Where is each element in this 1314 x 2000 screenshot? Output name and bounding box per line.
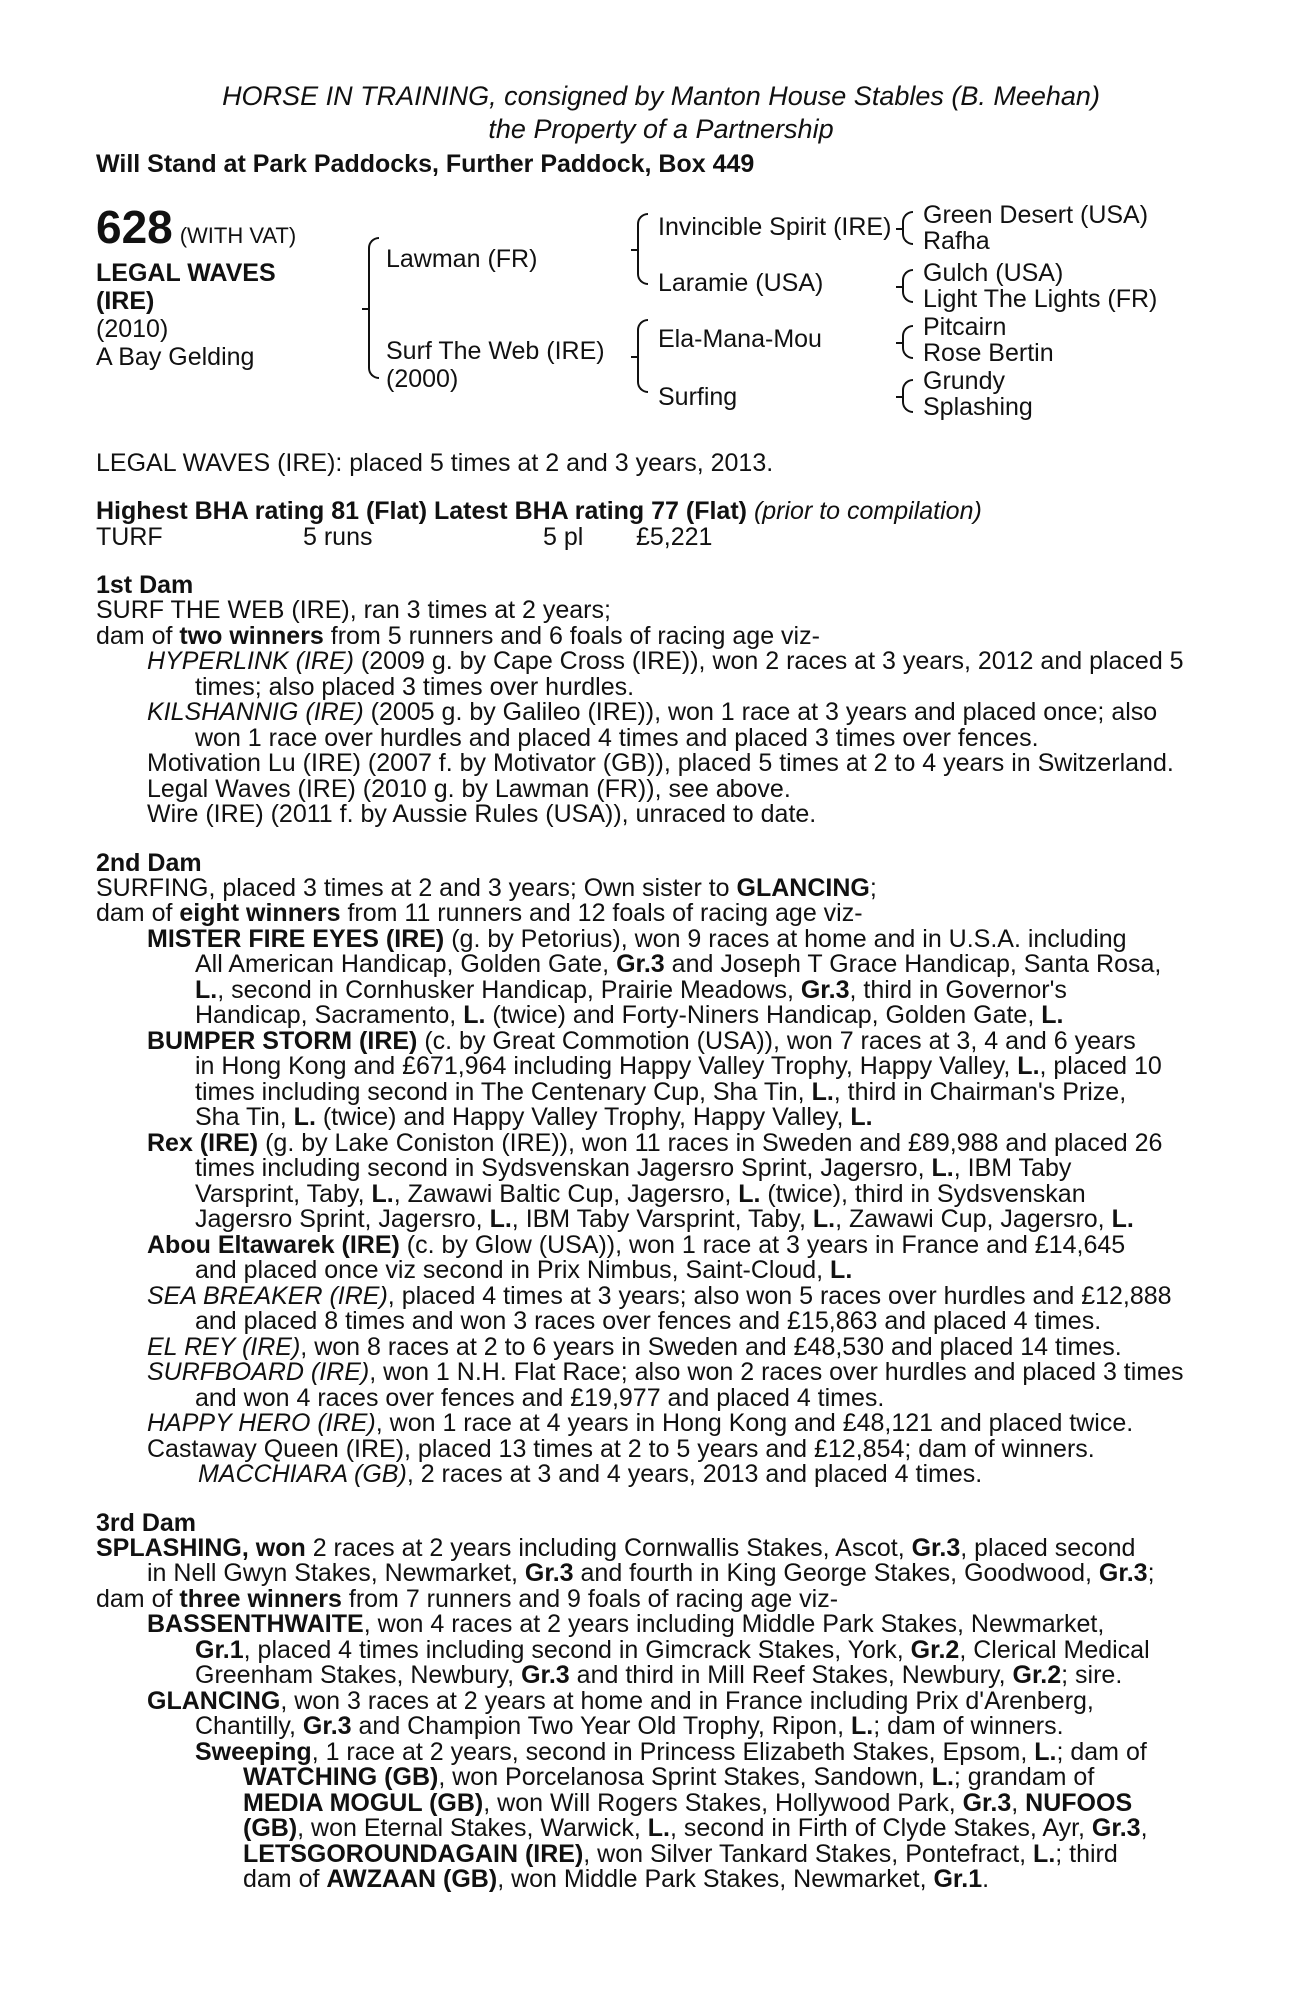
produce-entry: Castaway Queen (IRE), placed 13 times at 2 to 5 years and £12,854; dam of winners. xyxy=(147,1434,1095,1463)
produce-entry: GLANCING, won 3 races at 2 years at home and in France including Prix d'Arenberg, Chantilly, Gr.3 and Champion Two Year Old Trophy, Ripon, L.; dam of winners. xyxy=(147,1686,1094,1740)
produce-entry: HYPERLINK (IRE) (2009 g. by Cape Cross (IRE)), won 2 races at 3 years, 2012 and placed 5 times; also placed 3 times over hurdles. xyxy=(147,647,1184,701)
third-dam-line: SPLASHING, won 2 races at 2 years including Cornwallis Stakes, Ascot, Gr.3, placed second in Nell Gwyn Stakes, Newmarket, Gr.3 and fourth in King George Stakes, Goodwood, Gr.3; xyxy=(96,1533,1155,1587)
third-dam-produce: dam of three winners from 7 runners and 9 foals of racing age viz- xyxy=(96,1584,839,1613)
grandparent-7: Grundy xyxy=(923,367,1005,395)
rating-note: (prior to compilation) xyxy=(753,496,982,525)
consignor-line: HORSE IN TRAINING, consigned by Manton House Stables (B. Meehan) xyxy=(222,81,1100,111)
grandparent-5: Pitcairn xyxy=(923,313,1007,341)
sire-sire: Invincible Spirit (IRE) xyxy=(658,213,892,241)
brace-g3 xyxy=(902,325,913,359)
third-dam-heading: 3rd Dam xyxy=(96,1508,197,1537)
pedigree-block xyxy=(96,203,1226,443)
produce-entry: EL REY (IRE), won 8 races at 2 to 6 years in Sweden and £48,530 and placed 14 times. xyxy=(147,1332,1122,1361)
sire-dam: Laramie (USA) xyxy=(658,269,824,297)
brace-sire-dam xyxy=(368,237,379,379)
second-dam-line: SURFING, placed 3 times at 2 and 3 years; Own sister to GLANCING; xyxy=(96,873,877,902)
grandparent-2: Rafha xyxy=(923,227,990,255)
produce-entry: Rex (IRE) (g. by Lake Coniston (IRE)), won 11 races in Sweden and £89,988 and placed 26 times including second in Sydsvenskan Jagersro Sprint, Jagersro, L., IBM Taby Varsprint, Taby, L., Zawawi Baltic Cup, Jagersro, L. (twice), third in Sydsvenskan Jagersro Sprint, Jagersro, L., IBM Taby Varsprint, Taby, L., Zawawi Cup, Jagersro, L. xyxy=(147,1128,1163,1233)
horse-name-suffix: (IRE) xyxy=(96,287,155,315)
foaling-year: (2010) xyxy=(96,315,169,343)
race-summary: LEGAL WAVES (IRE): placed 5 times at 2 and 3 years, 2013. xyxy=(96,449,774,477)
grandparent-8: Splashing xyxy=(923,393,1033,421)
catalogue-page xyxy=(96,80,1226,1893)
grandparent-3: Gulch (USA) xyxy=(923,259,1064,287)
dam: Surf The Web (IRE) xyxy=(386,337,605,365)
lot-number: 628 xyxy=(96,201,173,253)
property-line: the Property of a Partnership xyxy=(488,114,834,144)
grandparent-6: Rose Bertin xyxy=(923,339,1054,367)
dam-dam: Surfing xyxy=(658,383,738,411)
lot-number-line xyxy=(96,203,296,251)
brace-g4 xyxy=(902,379,913,413)
bha-rating xyxy=(96,496,1226,525)
second-dam-heading: 2nd Dam xyxy=(96,848,202,877)
brace-dam-line xyxy=(637,319,648,393)
second-dam-produce: dam of eight winners from 11 runners and 12 foals of racing age viz- xyxy=(96,899,863,927)
race-record xyxy=(96,524,1226,550)
record-surface: TURF xyxy=(96,523,163,551)
sire: Lawman (FR) xyxy=(386,245,538,273)
produce-entry: BUMPER STORM (IRE) (c. by Great Commotion (USA)), won 7 races at 3, 4 and 6 years in Hong Kong and £671,964 including Happy Valley Trophy, Happy Valley, L., placed 10 times including second in The Centenary Cup, Sha Tin, L., third in Chairman's Prize, Sha Tin, L. (twice) and Happy Valley Trophy, Happy Valley, L. xyxy=(147,1026,1162,1131)
first-dam-produce: dam of two winners from 5 runners and 6 foals of racing age viz- xyxy=(96,621,820,650)
dam-sire: Ela-Mana-Mou xyxy=(658,325,822,353)
dam-year: (2000) xyxy=(386,365,459,393)
horse-name: LEGAL WAVES xyxy=(96,259,276,287)
produce-entry: Legal Waves (IRE) (2010 g. by Lawman (FR)), see above. xyxy=(147,774,791,803)
brace-g1 xyxy=(902,211,913,245)
horse-description: A Bay Gelding xyxy=(96,343,255,371)
produce-entry: Wire (IRE) (2011 f. by Aussie Rules (USA)), unraced to date. xyxy=(147,800,817,828)
first-dam-heading: 1st Dam xyxy=(96,571,194,599)
produce-entry: SURFBOARD (IRE), won 1 N.H. Flat Race; also won 2 races over hurdles and placed 3 times and won 4 races over fences and £19,977 and placed 4 times. xyxy=(147,1358,1184,1412)
vat-note: (WITH VAT) xyxy=(179,223,297,248)
first-dam-line: SURF THE WEB (IRE), ran 3 times at 2 years; xyxy=(96,596,611,624)
rating-text: Highest BHA rating 81 (Flat) Latest BHA rating 77 (Flat) xyxy=(96,496,747,525)
produce-entry: MISTER FIRE EYES (IRE) (g. by Petorius), won 9 races at home and in U.S.A. including All American Handicap, Golden Gate, Gr.3 and Joseph T Grace Handicap, Santa Rosa, L., second in Cornhusker Handicap, Prairie Meadows, Gr.3, third in Governor's Handicap, Sacramento, L. (twice) and Forty-Niners Handicap, Golden Gate, L. xyxy=(147,924,1162,1029)
produce-entry: MACCHIARA (GB), 2 races at 3 and 4 years, 2013 and placed 4 times. xyxy=(198,1460,983,1488)
grandparent-4: Light The Lights (FR) xyxy=(923,285,1158,313)
produce-entry: Motivation Lu (IRE) (2007 f. by Motivator (GB)), placed 5 times at 2 to 4 years in Switzerland. xyxy=(147,749,1174,777)
stand-location: Will Stand at Park Paddocks, Further Paddock, Box 449 xyxy=(96,150,755,178)
produce-entry: KILSHANNIG (IRE) (2005 g. by Galileo (IRE)), won 1 race at 3 years and placed once; also won 1 race over hurdles and placed 4 times and placed 3 times over fences. xyxy=(147,698,1158,752)
produce-entry: SEA BREAKER (IRE), placed 4 times at 3 years; also won 5 races over hurdles and £12,888 and placed 8 times and won 3 races over fences and £15,863 and placed 4 times. xyxy=(147,1281,1172,1335)
brace-g2 xyxy=(902,269,913,303)
produce-entry: Sweeping, 1 race at 2 years, second in Princess Elizabeth Stakes, Epsom, L.; dam of WATCHING (GB), won Porcelanosa Sprint Stakes, Sandown, L.; grandam of MEDIA MOGUL (GB), won Will Rogers Stakes, Hollywood Park, Gr.3, NUFOOS (GB), won Eternal Stakes, Warwick, L., second in Firth of Clyde Stakes, Ayr, Gr.3, LETSGOROUNDAGAIN (IRE), won Silver Tankard Stakes, Pontefract, L.; third dam of AWZAAN (GB), won Middle Park Stakes, Newmarket, Gr.1. xyxy=(195,1737,1148,1893)
brace-sire-line xyxy=(637,213,648,285)
record-placed: 5 pl xyxy=(543,523,584,551)
produce-entry: HAPPY HERO (IRE), won 1 race at 4 years in Hong Kong and £48,121 and placed twice. xyxy=(147,1409,1134,1437)
record-runs: 5 runs xyxy=(303,523,373,551)
produce-entry: Abou Eltawarek (IRE) (c. by Glow (USA)), won 1 race at 3 years in France and £14,645 and placed once viz second in Prix Nimbus, Saint-Cloud, L. xyxy=(147,1230,1126,1284)
grandparent-1: Green Desert (USA) xyxy=(923,201,1149,229)
produce-entry: BASSENTHWAITE, won 4 races at 2 years including Middle Park Stakes, Newmarket, Gr.1, placed 4 times including second in Gimcrack Stakes, York, Gr.2, Clerical Medical Greenham Stakes, Newbury, Gr.3 and third in Mill Reef Stakes, Newbury, Gr.2; sire. xyxy=(147,1610,1150,1689)
record-earnings: £5,221 xyxy=(636,523,713,551)
